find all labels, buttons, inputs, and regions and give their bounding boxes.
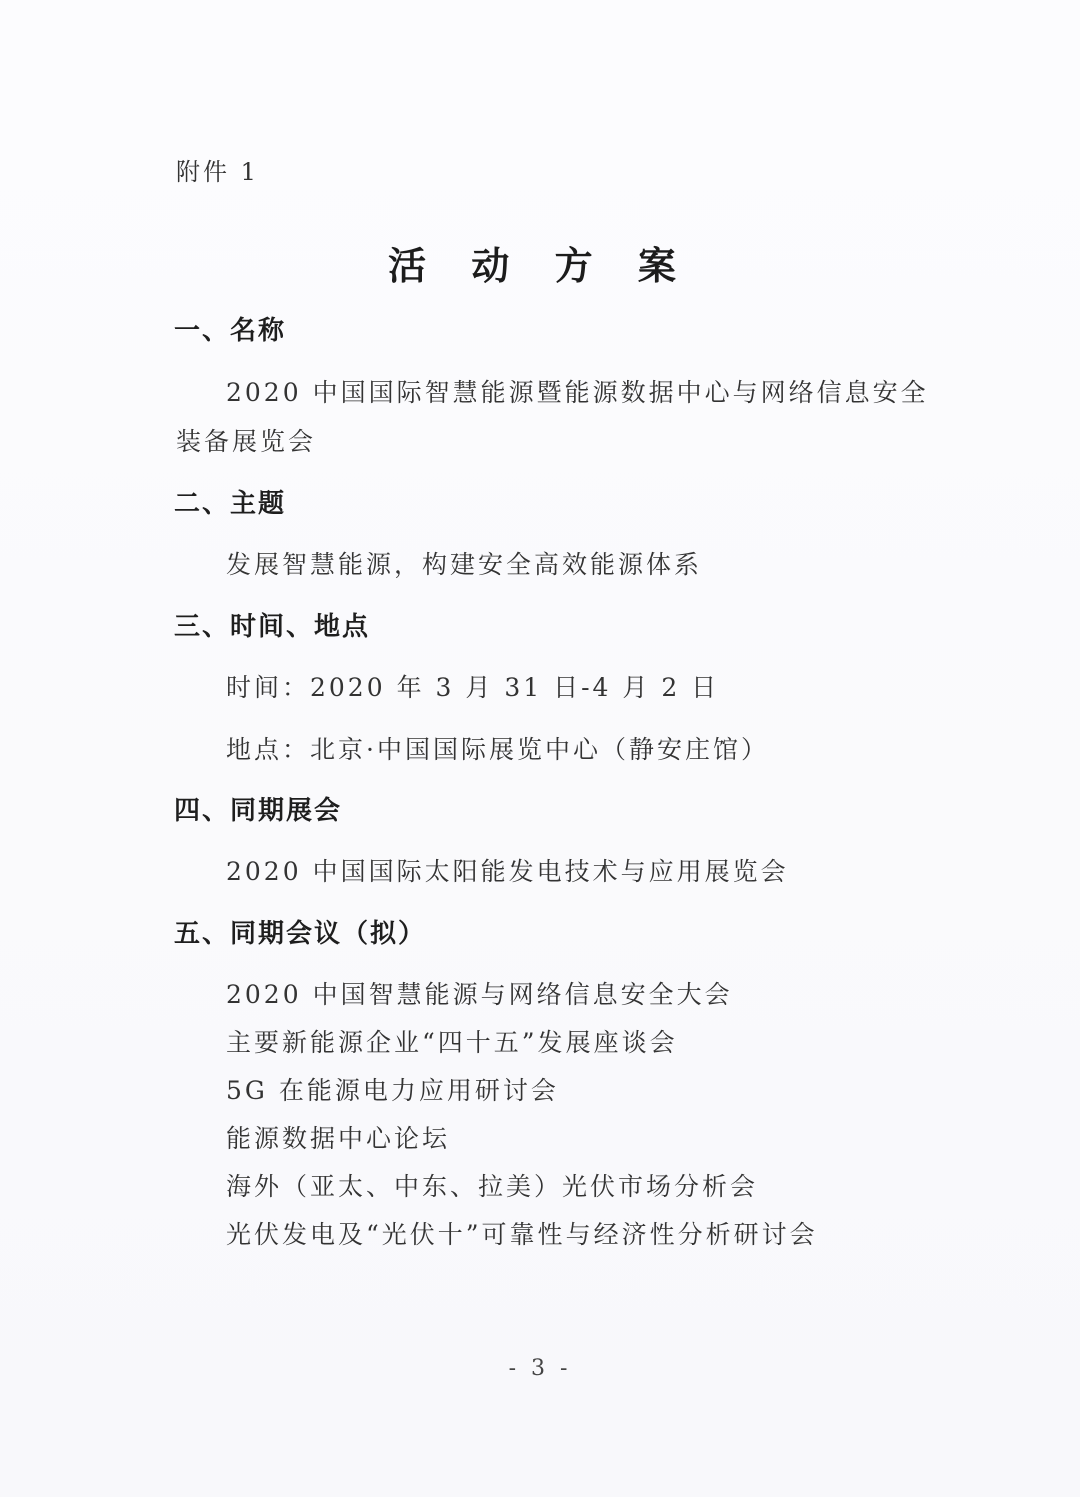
attachment-label: 附件 1 — [176, 158, 259, 186]
section-heading-theme: 二、主题 — [174, 489, 287, 519]
meeting-item: 海外（亚太、中东、拉美）光伏市场分析会 — [226, 1172, 759, 1201]
meeting-item: 能源数据中心论坛 — [226, 1124, 451, 1153]
section-heading-time-place: 三、时间、地点 — [174, 612, 371, 642]
section-exhibition-line-1: 2020 中国国际太阳能发电技术与应用展览会 — [226, 857, 789, 886]
section-heading-name: 一、名称 — [174, 316, 287, 346]
section-heading-concurrent-meetings: 五、同期会议（拟） — [174, 919, 427, 949]
section-heading-concurrent-exhibition: 四、同期展会 — [174, 796, 343, 826]
meeting-item: 2020 中国智慧能源与网络信息安全大会 — [226, 980, 733, 1009]
document-title: 活 动 方 案 — [388, 243, 692, 288]
meeting-item: 5G 在能源电力应用研讨会 — [226, 1076, 559, 1105]
section-place-line: 地点：北京·中国国际展览中心（静安庄馆） — [226, 735, 769, 764]
section-theme-line-1: 发展智慧能源，构建安全高效能源体系 — [226, 550, 703, 579]
meeting-item: 光伏发电及“光伏十”可靠性与经济性分析研讨会 — [226, 1220, 818, 1249]
section-name-line-2: 装备展览会 — [176, 427, 317, 456]
section-name-line-1: 2020 中国国际智慧能源暨能源数据中心与网络信息安全 — [226, 378, 929, 407]
page-number: - 3 - — [508, 1356, 572, 1381]
meeting-item: 主要新能源企业“四十五”发展座谈会 — [226, 1028, 678, 1057]
section-time-line: 时间：2020 年 3 月 31 日-4 月 2 日 — [226, 673, 720, 702]
